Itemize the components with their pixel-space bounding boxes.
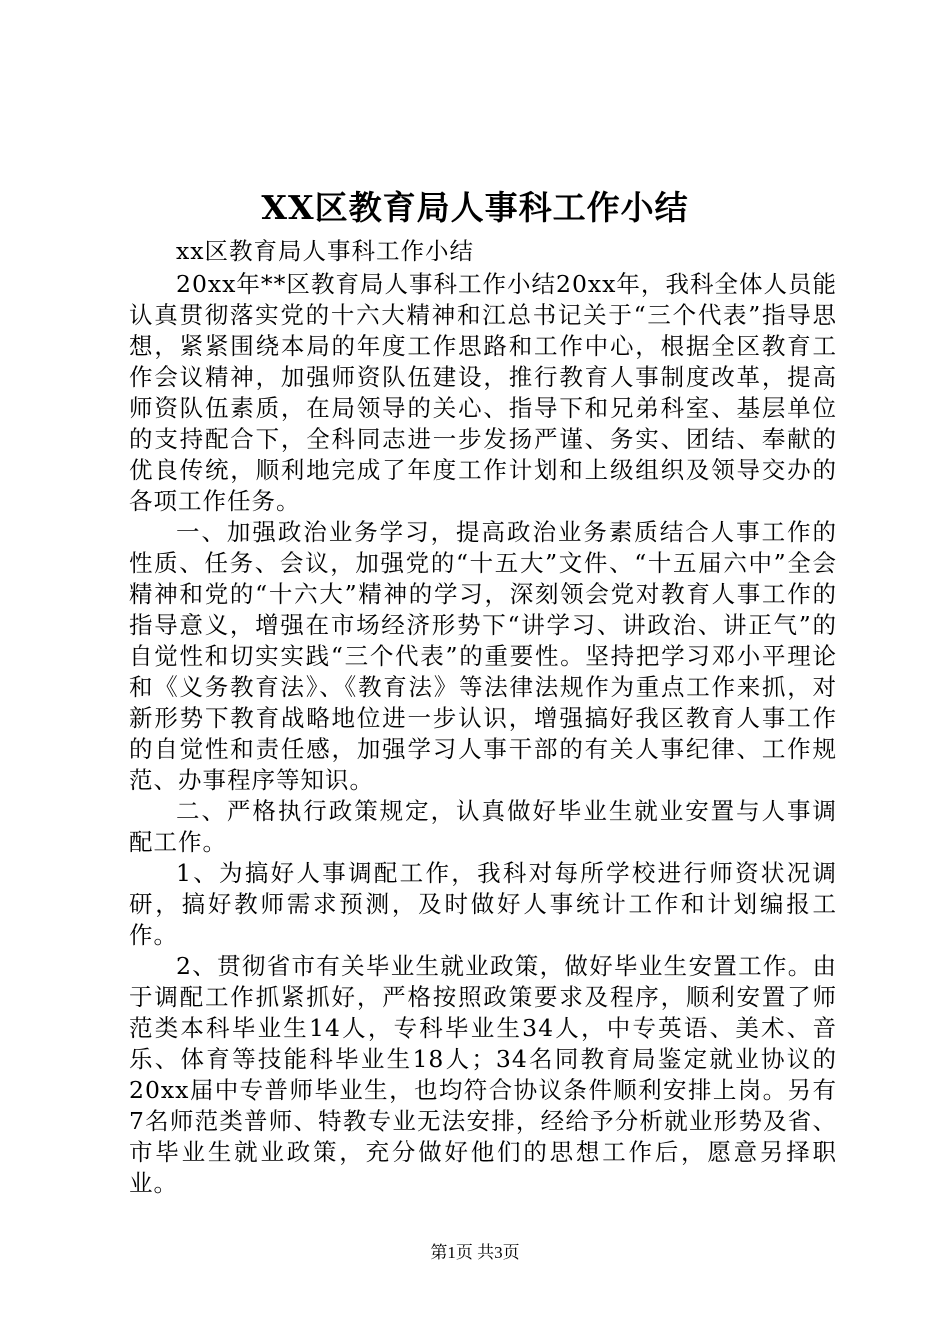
- section-two-heading: 二、严格执行政策规定，认真做好毕业生就业安置与人事调配工作。: [129, 797, 837, 856]
- page-number-footer: 第1页 共3页: [430, 1243, 520, 1262]
- item-one-paragraph: 1、为搞好人事调配工作，我科对每所学校进行师资状况调研，搞好教师需求预测，及时做好人事统计工作和计划编报工作。: [129, 859, 837, 949]
- intro-paragraph: 20xx年**区教育局人事科工作小结20xx年，我科全体人员能认真贯彻落实党的十六大精神和江总书记关于“三个代表”指导思想，紧紧围绕本局的年度工作思路和工作中心，根据全区教育工作会议精神，加强师资队伍建设，推行教育人事制度改革，提高师资队伍素质，在局领导的关心、指导下和兄弟科室、基层单位的支持配合下，全科同志进一步发扬严谨、务实、团结、奉献的优良传统，顺利地完成了年度工作计划和上级组织及领导交办的各项工作任务。: [129, 270, 837, 515]
- section-one-paragraph: 一、加强政治业务学习，提高政治业务素质结合人事工作的性质、任务、会议，加强党的“十五大”文件、“十五届六中”全会精神和党的“十六大”精神的学习，深刻领会党对教育人事工作的指导意义，增强在市场经济形势下“讲学习、讲政治、讲正气”的自觉性和切实实践“三个代表”的重要性。坚持把学习邓小平理论和《义务教育法》、《教育法》等法律法规作为重点工作来抓，对新形势下教育战略地位进一步认识，增强搞好我区教育人事工作的自觉性和责任感，加强学习人事干部的有关人事纪律、工作规范、办事程序等知识。: [129, 518, 837, 794]
- document-title: XX区教育局人事科工作小结: [261, 188, 689, 227]
- document-body: [129, 236, 837, 1199]
- subtitle-paragraph: xx区教育局人事科工作小结: [176, 237, 475, 265]
- item-two-paragraph: 2、贯彻省市有关毕业生就业政策，做好毕业生安置工作。由于调配工作抓紧抓好，严格按照政策要求及程序，顺利安置了师范类本科毕业生14人，专科毕业生34人，中专英语、美术、音乐、体育等技能科毕业生18人；34名同教育局鉴定就业协议的20xx届中专普师毕业生，也均符合协议条件顺利安排上岗。另有7名师范类普师、特教专业无法安排，经给予分析就业形势及省、市毕业生就业政策，充分做好他们的思想工作后，愿意另择职业。: [129, 952, 837, 1197]
